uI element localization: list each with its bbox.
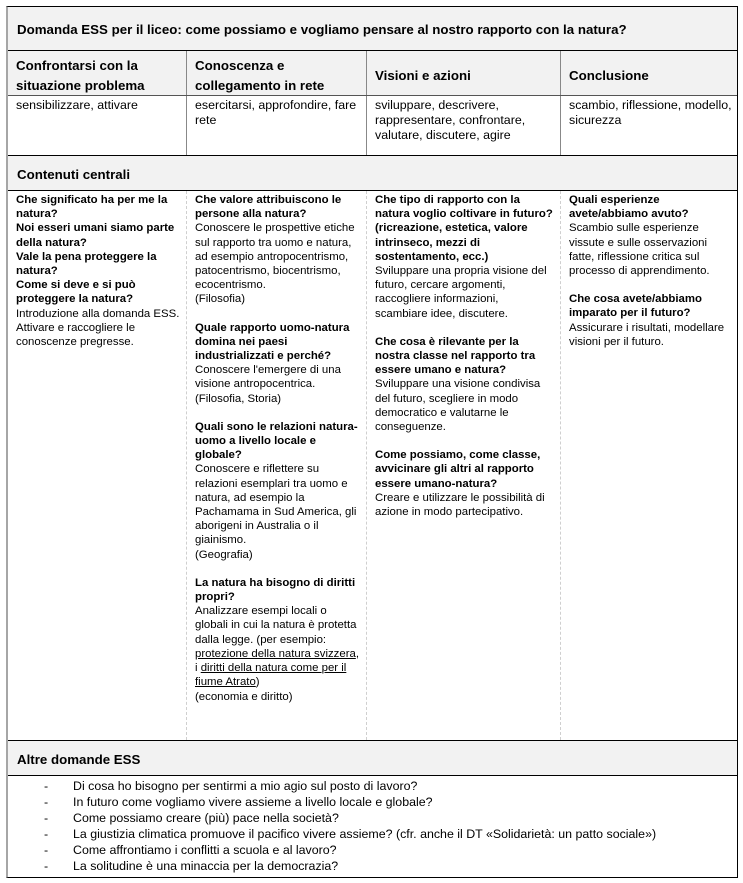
subject: (Geografia)	[195, 548, 253, 561]
table-title: Domanda ESS per il liceo: come possiamo e vogliamo pensare al nostro rapporto con la natura?	[17, 22, 627, 37]
question: Che cosa avete/abbiamo imparato per il futuro?	[569, 293, 702, 320]
text-after: )	[255, 676, 260, 689]
verbs-row	[8, 96, 737, 156]
question: Come possiamo, come classe, avvicinare gli altri al rapporto essere umano-natura?	[375, 449, 541, 490]
subject: (Filosofia, Storia)	[195, 392, 282, 405]
content-block	[375, 193, 554, 321]
content-phase-2	[187, 191, 367, 740]
content-block	[569, 292, 731, 349]
description: Conoscere le prospettive etiche sul rapporto tra uomo e natura, ad esempio antropocentrismo, patocentrismo, biocentrismo, ecocentrismo.	[195, 222, 355, 292]
list-item: - Come possiamo creare (più) pace nella società?	[44, 811, 339, 826]
content-block	[195, 193, 360, 307]
text-mid: , i	[195, 647, 359, 675]
dash-bullet-icon: -	[44, 795, 49, 810]
description: Attivare e raccogliere le conoscenze pregresse.	[16, 321, 136, 349]
link-rights-of-nature-atrato[interactable]: diritti della natura come per il fiume Atrato	[195, 662, 347, 689]
subject: (economia e diritto)	[195, 690, 293, 703]
verbs-phase-4: scambio, riflessione, modello, sicurezza	[569, 98, 732, 127]
description: Conoscere l'emergere di una visione antropocentrica.	[195, 364, 341, 391]
ess-planning-table	[6, 6, 738, 878]
content-phase-4	[561, 191, 737, 740]
content-block	[195, 420, 360, 562]
verbs-phase-3: sviluppare, descrivere, rappresentare, confrontare, valutare, discutere, agire	[367, 96, 561, 155]
header-phase-4: Conclusione	[569, 68, 649, 83]
description: Sviluppare una visione condivisa del futuro, scegliere in modo democratico e valutarne le conseguenze.	[375, 378, 541, 434]
question: Che tipo di rapporto con la natura voglio coltivare in futuro? (ricreazione, estetica, valore intrinseco, mezzi di sostentamento, ecc.)	[375, 194, 553, 263]
link-swiss-nature-protection[interactable]: protezione della natura svizzera	[195, 647, 356, 660]
title-row	[8, 7, 737, 51]
text-before: Analizzare esempi locali o globali in cui la natura è protetta dalla legge. (per esempio:	[195, 605, 357, 646]
dash-bullet-icon: -	[44, 843, 49, 858]
dash-bullet-icon: -	[44, 859, 49, 874]
content-block	[375, 335, 554, 434]
other-questions-list	[8, 776, 737, 875]
question: Quale rapporto uomo-natura domina nei paesi industrializzati e perché?	[195, 321, 350, 363]
description: Scambio sulle esperienze vissute e sulle osservazioni fatte, riflessione critica sul processo di apprendimento.	[569, 222, 710, 278]
content-block	[569, 193, 731, 278]
question: Che cosa è rilevante per la nostra classe nel rapporto tra essere umano e natura?	[375, 335, 536, 377]
list-item: - In futuro come vogliamo vivere assieme a livello locale e globale?	[44, 795, 433, 810]
question: Noi esseri umani siamo parte della natura?	[16, 222, 175, 249]
phase-header-row	[8, 51, 737, 96]
header-phase-3: Visioni e azioni	[367, 51, 561, 95]
description: Conoscere e riflettere su relazioni esemplari tra uomo e natura, ad esempio la Pachamama in Sud America, gli aborigeni in Australia o il giainismo.	[195, 463, 357, 547]
header-phase-1: Confrontarsi con la situazione problema	[8, 51, 187, 95]
other-questions-list-row	[8, 776, 737, 877]
content-block	[195, 321, 360, 406]
list-item: - Di cosa ho bisogno per sentirmi a mio agio sul posto di lavoro?	[44, 779, 418, 793]
subject: (Filosofia)	[195, 293, 246, 306]
list-item: - La solitudine è una minaccia per la democrazia?	[44, 859, 339, 874]
list-item: - La giustizia climatica promuove il pacifico vivere assieme? (cfr. anche il DT «Solidarietà: un patto sociale»)	[44, 827, 657, 842]
list-item: - Come affrontiamo i conflitti a scuola e al lavoro?	[44, 843, 337, 858]
verbs-phase-1: sensibilizzare, attivare	[8, 96, 187, 155]
other-questions-label: Altre domande ESS	[17, 752, 141, 767]
other-questions-header	[8, 741, 737, 776]
description: Introduzione alla domanda ESS.	[16, 307, 180, 320]
question: Quali sono le relazioni natura-uomo a livello locale e globale?	[195, 420, 358, 462]
header-phase-2: Conoscenza e collegamento in rete	[187, 51, 367, 95]
question: Vale la pena proteggere la natura?	[16, 250, 157, 278]
verbs-phase-2: esercitarsi, approfondire, fare rete	[187, 96, 367, 155]
description	[195, 604, 360, 689]
central-contents-label: Contenuti centrali	[17, 167, 131, 182]
question: Come si deve e si può proteggere la natura?	[16, 279, 136, 306]
dash-bullet-icon: -	[44, 827, 49, 842]
content-block	[195, 576, 360, 704]
description: Sviluppare una propria visione del futuro, cercare argomenti, raccogliere informazioni, scambiare idee, discutere.	[375, 265, 547, 320]
question: Che significato ha per me la natura?	[16, 194, 168, 221]
dash-bullet-icon: -	[44, 811, 49, 826]
question: Che valore attribuiscono le persone alla natura?	[195, 194, 342, 221]
central-contents-header	[8, 156, 737, 191]
content-phase-3	[367, 191, 561, 740]
content-phase-1	[8, 191, 187, 740]
description: Assicurare i risultati, modellare visioni per il futuro.	[569, 321, 725, 348]
description: Creare e utilizzare le possibilità di azione in modo partecipativo.	[375, 491, 545, 519]
dash-bullet-icon: -	[44, 779, 49, 793]
central-contents-row	[8, 191, 737, 741]
content-block	[375, 448, 554, 519]
question: Quali esperienze avete/abbiamo avuto?	[569, 194, 689, 221]
question: La natura ha bisogno di diritti propri?	[195, 576, 356, 604]
